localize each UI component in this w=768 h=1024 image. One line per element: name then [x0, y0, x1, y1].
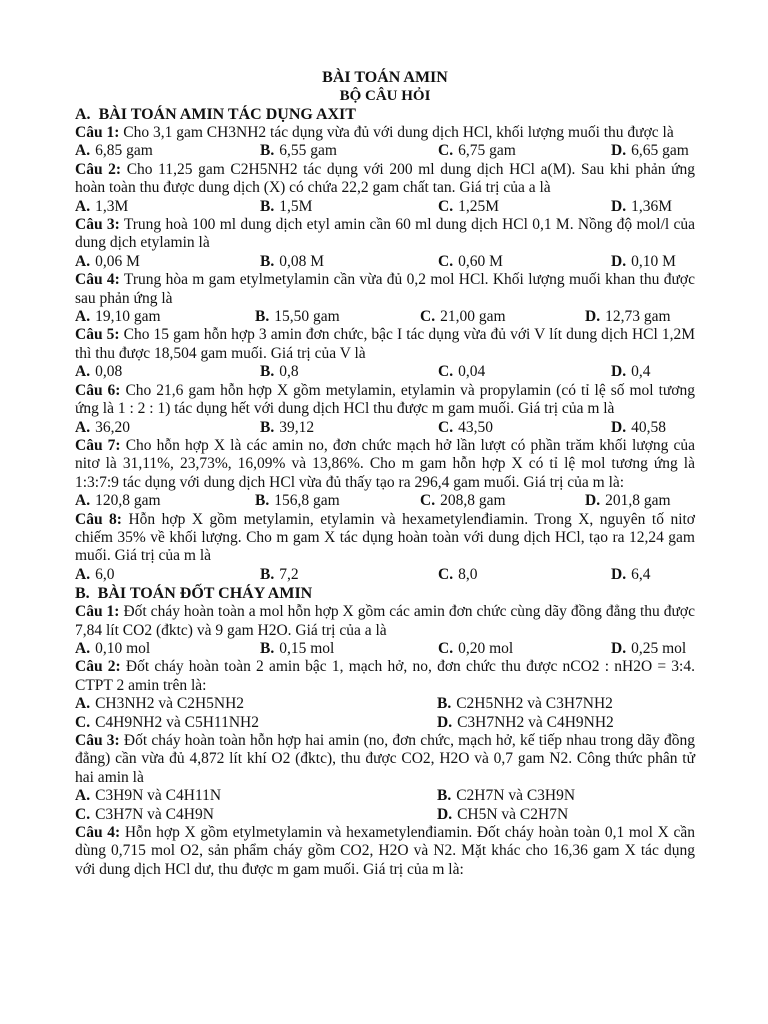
option-text: 6,75 gam [458, 142, 516, 160]
option-b [260, 363, 438, 381]
question-a6 [75, 382, 695, 419]
option-c [420, 492, 585, 510]
question-text: Đốt cháy hoàn toàn hỗn hợp hai amin (no, đơn chức, mạch hở, kế tiếp nhau trong dãy đồng đẳng) cần vừa đủ 4,872 lít khí O2 (đktc), thu được CO2, H2O và 0,7 gam N2. Công thức phân tử hai amin là [75, 732, 695, 786]
option-d [611, 363, 695, 381]
option-letter: B. [260, 363, 275, 381]
options-a3 [75, 253, 695, 271]
document-page [75, 68, 695, 879]
question-text: Cho 21,6 gam hỗn hợp X gồm metylamin, etylamin và propylamin (có tỉ lệ số mol tương ứng là 1 : 2 : 1) tác dụng hết với dung dịch HCl thu được m gam muối. Giá trị của m là [75, 381, 696, 418]
option-letter: D. [611, 363, 627, 381]
option-text: C3H7NH2 và C4H9NH2 [457, 713, 614, 731]
option-a [75, 363, 260, 381]
section-letter: A. [75, 106, 91, 123]
option-letter: C. [438, 142, 454, 160]
option-d [611, 198, 695, 216]
option-c [75, 806, 437, 824]
option-text: 43,50 [458, 418, 493, 436]
question-label: Câu 2: [75, 160, 122, 178]
option-letter: B. [260, 142, 275, 160]
document-subtitle: BỘ CÂU HỎI [339, 88, 431, 104]
question-text: Trung hòa m gam etylmetylamin cần vừa đủ 0,2 mol HCl. Khối lượng muối khan thu được sau phản ứng là [75, 271, 695, 307]
option-a [75, 308, 255, 326]
option-letter: D. [437, 805, 453, 823]
option-text: 39,12 [279, 418, 315, 436]
section-title: BÀI TOÁN ĐỐT CHÁY AMIN [97, 585, 313, 603]
option-b [260, 253, 438, 271]
option-letter: B. [260, 252, 275, 270]
option-d [611, 640, 695, 658]
options-b1 [75, 640, 695, 658]
option-text: 6,65 gam [631, 142, 689, 160]
options-b3 [75, 787, 695, 824]
option-d [437, 714, 695, 732]
option-text: C4H9NH2 và C5H11NH2 [95, 713, 259, 731]
option-d [611, 253, 695, 271]
option-letter: D. [611, 252, 627, 270]
option-letter: B. [260, 565, 275, 583]
option-text: 0,06 M [95, 252, 140, 270]
option-a [75, 566, 260, 584]
option-letter: A. [75, 363, 91, 381]
option-letter: B. [260, 197, 275, 215]
option-letter: A. [75, 308, 91, 326]
option-text: CH5N và C2H7N [457, 805, 569, 823]
option-c [420, 308, 585, 326]
option-text: 7,2 [279, 565, 299, 583]
option-text: 0,10 mol [95, 639, 151, 657]
option-letter: A. [75, 252, 91, 270]
option-text: 21,00 gam [440, 308, 506, 326]
option-b [260, 142, 438, 160]
option-b [260, 198, 438, 216]
options-a7 [75, 492, 695, 510]
options-a2 [75, 198, 695, 216]
option-letter: C. [420, 308, 436, 326]
question-text: Cho 15 gam hỗn hợp 3 amin đơn chức, bậc I tác dụng vừa đủ với V lít dung dịch HCl 1,2M thì thu được 18,504 gam muối. Giá trị của V là [75, 326, 696, 362]
option-d [437, 806, 695, 824]
question-a1 [75, 124, 695, 142]
option-text: 0,08 [95, 363, 123, 381]
option-letter: C. [438, 363, 454, 381]
option-letter: D. [585, 308, 601, 326]
question-a5 [75, 326, 695, 363]
question-b3 [75, 732, 695, 787]
option-b [260, 566, 438, 584]
option-text: 0,15 mol [279, 639, 335, 657]
option-text: CH3NH2 và C2H5NH2 [95, 695, 245, 713]
question-a8 [75, 511, 695, 566]
question-label: Câu 1: [75, 124, 120, 141]
question-label: Câu 2: [75, 658, 121, 676]
option-letter: B. [255, 492, 270, 510]
option-letter: A. [75, 639, 91, 657]
section-letter: B. [75, 585, 90, 603]
option-text: 6,0 [95, 565, 115, 583]
option-d [611, 419, 695, 437]
option-a [75, 640, 260, 658]
option-text: 0,4 [631, 363, 651, 381]
option-letter: B. [260, 418, 275, 436]
option-b [260, 640, 438, 658]
option-c [438, 198, 611, 216]
question-text: Cho hỗn hợp X là các amin no, đơn chức mạch hở lần lượt có phần trăm khối lượng của nitơ là 31,11%, 23,73%, 16,09% và 13,86%. Cho m gam hỗn hợp X có tỉ lệ mol tương ứng là 1:3:7:9 tác dụng với dung dịch HCl vừa đủ thấy tạo ra 296,4 gam muối. Giá trị của m là: [75, 436, 695, 491]
option-a [75, 695, 437, 713]
question-label: Câu 4: [75, 824, 121, 842]
option-d [585, 492, 695, 510]
option-letter: D. [437, 713, 453, 731]
option-a [75, 419, 260, 437]
option-letter: B. [260, 639, 275, 657]
option-text: C2H5NH2 và C3H7NH2 [456, 695, 613, 713]
option-text: 19,10 gam [95, 308, 161, 326]
option-d [611, 566, 695, 584]
option-c [438, 419, 611, 437]
question-label: Câu 6: [75, 381, 121, 399]
option-text: 1,5M [279, 197, 313, 215]
options-a1 [75, 142, 695, 160]
option-c [438, 253, 611, 271]
option-text: 0,25 mol [631, 639, 687, 657]
option-b [437, 787, 695, 805]
question-a2 [75, 161, 695, 198]
option-c [438, 363, 611, 381]
option-letter: D. [611, 639, 627, 657]
question-label: Câu 8: [75, 510, 122, 528]
option-a [75, 198, 260, 216]
option-text: 6,85 gam [95, 142, 153, 160]
option-text: 36,20 [95, 418, 130, 436]
options-b2 [75, 695, 695, 732]
options-a5 [75, 363, 695, 381]
question-b2 [75, 658, 695, 695]
option-letter: D. [611, 197, 627, 215]
option-letter: C. [75, 713, 91, 731]
options-a6 [75, 419, 695, 437]
option-text: 8,0 [458, 565, 478, 583]
option-text: 1,25M [458, 197, 499, 215]
question-label: Câu 4: [75, 271, 120, 289]
option-text: 120,8 gam [95, 492, 161, 510]
option-text: 201,8 gam [605, 492, 671, 510]
question-label: Câu 1: [75, 603, 120, 621]
question-b4 [75, 824, 695, 879]
option-text: 12,73 gam [605, 308, 671, 326]
option-text: 0,8 [279, 363, 299, 381]
option-letter: C. [438, 197, 454, 215]
option-c [75, 714, 437, 732]
question-a7 [75, 437, 695, 492]
option-letter: D. [585, 492, 601, 510]
option-letter: B. [437, 695, 452, 713]
option-d [585, 308, 695, 326]
option-letter: A. [75, 787, 91, 805]
option-b [255, 308, 420, 326]
option-text: 0,20 mol [458, 639, 514, 657]
section-b-heading [75, 584, 695, 603]
option-a [75, 492, 255, 510]
option-letter: C. [438, 418, 454, 436]
section-title: BÀI TOÁN AMIN TÁC DỤNG AXIT [98, 106, 356, 123]
option-letter: A. [75, 142, 91, 160]
option-c [438, 566, 611, 584]
option-letter: C. [438, 252, 454, 270]
options-a8 [75, 566, 695, 584]
option-a [75, 253, 260, 271]
option-letter: C. [438, 639, 454, 657]
question-b1 [75, 603, 695, 640]
option-letter: C. [438, 565, 454, 583]
option-letter: D. [611, 565, 627, 583]
option-c [438, 640, 611, 658]
option-letter: A. [75, 197, 91, 215]
question-text: Hỗn hợp X gồm etylmetylamin và hexametylenđiamin. Đốt cháy hoàn toàn 0,1 mol X cần dùng 0,715 mol O2, sản phẩm cháy gồm CO2, H2O và N2. Mặt khác cho 16,36 gam X tác dụng với dung dịch HCl dư, thu được m gam muối. Giá trị của m là: [75, 824, 695, 878]
option-text: 6,4 [631, 565, 651, 583]
option-b [255, 492, 420, 510]
document-title: BÀI TOÁN AMIN [322, 69, 448, 86]
option-text: 1,3M [95, 197, 129, 215]
option-letter: A. [75, 695, 91, 713]
section-a-heading [75, 105, 695, 124]
option-d [611, 142, 695, 160]
option-c [438, 142, 611, 160]
option-letter: D. [611, 142, 627, 160]
option-letter: C. [420, 492, 436, 510]
option-text: 0,60 M [458, 252, 503, 270]
option-text: 208,8 gam [440, 492, 506, 510]
option-text: 1,36M [631, 197, 672, 215]
question-text: Trung hoà 100 ml dung dịch etyl amin cần 60 ml dung dịch HCl 0,1 M. Nồng độ mol/l của dung dịch etylamin là [75, 216, 695, 252]
question-text: Hỗn hợp X gồm metylamin, etylamin và hexametylenđiamin. Trong X, nguyên tố nitơ chiếm 35% về khối lượng. Cho m gam X tác dụng hoàn toàn với dung dịch HCl, tạo ra 12,24 gam muối. Giá trị của m là [75, 510, 695, 565]
question-label: Câu 7: [75, 436, 121, 454]
option-text: 40,58 [631, 418, 666, 436]
option-text: C3H7N và C4H9N [95, 805, 214, 823]
option-a [75, 142, 260, 160]
option-letter: A. [75, 418, 91, 436]
option-letter: D. [611, 418, 627, 436]
question-text: Cho 3,1 gam CH3NH2 tác dụng vừa đủ với dung dịch HCl, khối lượng muối thu được là [123, 124, 674, 141]
option-letter: C. [75, 805, 91, 823]
option-a [75, 787, 437, 805]
option-text: 156,8 gam [274, 492, 340, 510]
option-b [260, 419, 438, 437]
option-letter: A. [75, 492, 91, 510]
option-letter: A. [75, 565, 91, 583]
question-text: Đốt cháy hoàn toàn 2 amin bậc 1, mạch hở, no, đơn chức thu được nCO2 : nH2O = 3:4. CTPT 2 amin trên là: [75, 658, 695, 694]
question-text: Cho 11,25 gam C2H5NH2 tác dụng với 200 ml dung dịch HCl a(M). Sau khi phản ứng hoàn toàn thu được dung dịch (X) có chứa 22,2 gam chất tan. Giá trị của a là [75, 160, 695, 197]
option-text: 0,10 M [631, 252, 676, 270]
question-label: Câu 5: [75, 326, 120, 344]
question-a4 [75, 271, 695, 308]
question-a3 [75, 216, 695, 253]
option-b [437, 695, 695, 713]
option-text: 0,08 M [279, 252, 325, 270]
option-text: 15,50 gam [274, 308, 340, 326]
question-label: Câu 3: [75, 216, 120, 234]
option-text: 0,04 [458, 363, 486, 381]
option-letter: B. [255, 308, 270, 326]
option-text: C2H7N và C3H9N [456, 787, 576, 805]
option-text: 6,55 gam [279, 142, 337, 160]
options-a4 [75, 308, 695, 326]
question-text: Đốt cháy hoàn toàn a mol hỗn hợp X gồm các amin đơn chức cùng dãy đồng đẳng thu được 7,84 lít CO2 (đktc) và 9 gam H2O. Giá trị của a là [75, 603, 695, 639]
option-letter: B. [437, 787, 452, 805]
option-text: C3H9N và C4H11N [95, 787, 222, 805]
question-label: Câu 3: [75, 732, 120, 749]
